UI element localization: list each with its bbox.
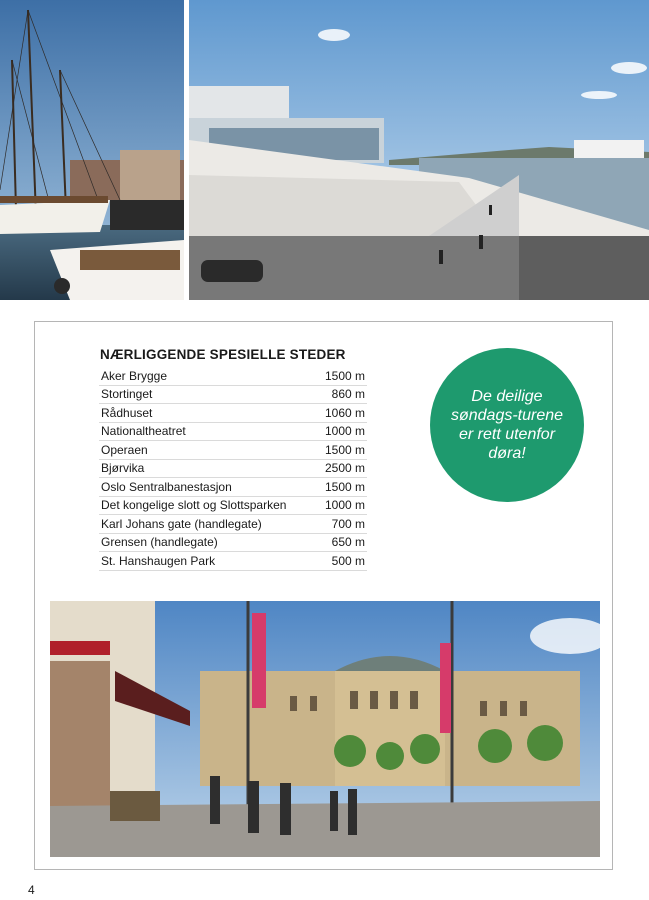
place-row <box>99 533 367 552</box>
page-number: 4 <box>28 883 35 897</box>
place-distance: 1000 m <box>316 422 367 441</box>
place-distance: 650 m <box>316 533 367 552</box>
place-row <box>99 422 367 441</box>
place-row <box>99 496 367 515</box>
place-distance: 860 m <box>316 385 367 404</box>
place-row <box>99 459 367 478</box>
place-distance: 700 m <box>316 515 367 534</box>
place-row <box>99 478 367 497</box>
sunday-walks-callout <box>430 348 584 502</box>
place-distance: 1500 m <box>316 478 367 497</box>
place-distance: 1000 m <box>316 496 367 515</box>
nearby-places-box <box>34 321 613 870</box>
place-name: Operaen <box>99 441 316 460</box>
place-name: Oslo Sentralbanestasjon <box>99 478 316 497</box>
place-name: Karl Johans gate (handlegate) <box>99 515 316 534</box>
street-photo <box>50 601 600 857</box>
place-distance: 1060 m <box>316 404 367 423</box>
place-name: Aker Brygge <box>99 367 316 385</box>
place-row <box>99 385 367 404</box>
place-distance: 1500 m <box>316 367 367 385</box>
places-heading: NÆRLIGGENDE SPESIELLE STEDER <box>100 347 346 362</box>
place-name: Bjørvika <box>99 459 316 478</box>
place-row <box>99 441 367 460</box>
place-name: Nationaltheatret <box>99 422 316 441</box>
harbor-photo <box>0 0 184 300</box>
places-table <box>99 367 367 571</box>
opera-house-photo <box>189 0 649 300</box>
place-name: Rådhuset <box>99 404 316 423</box>
place-distance: 500 m <box>316 552 367 571</box>
place-row <box>99 515 367 534</box>
place-row <box>99 404 367 423</box>
place-name: Stortinget <box>99 385 316 404</box>
place-distance: 1500 m <box>316 441 367 460</box>
place-distance: 2500 m <box>316 459 367 478</box>
place-row <box>99 552 367 571</box>
place-name: St. Hanshaugen Park <box>99 552 316 571</box>
callout-text: De deilige søndags-turene er rett utenfor døra! <box>450 388 564 462</box>
place-name: Det kongelige slott og Slottsparken <box>99 496 316 515</box>
place-row <box>99 367 367 385</box>
place-name: Grensen (handlegate) <box>99 533 316 552</box>
